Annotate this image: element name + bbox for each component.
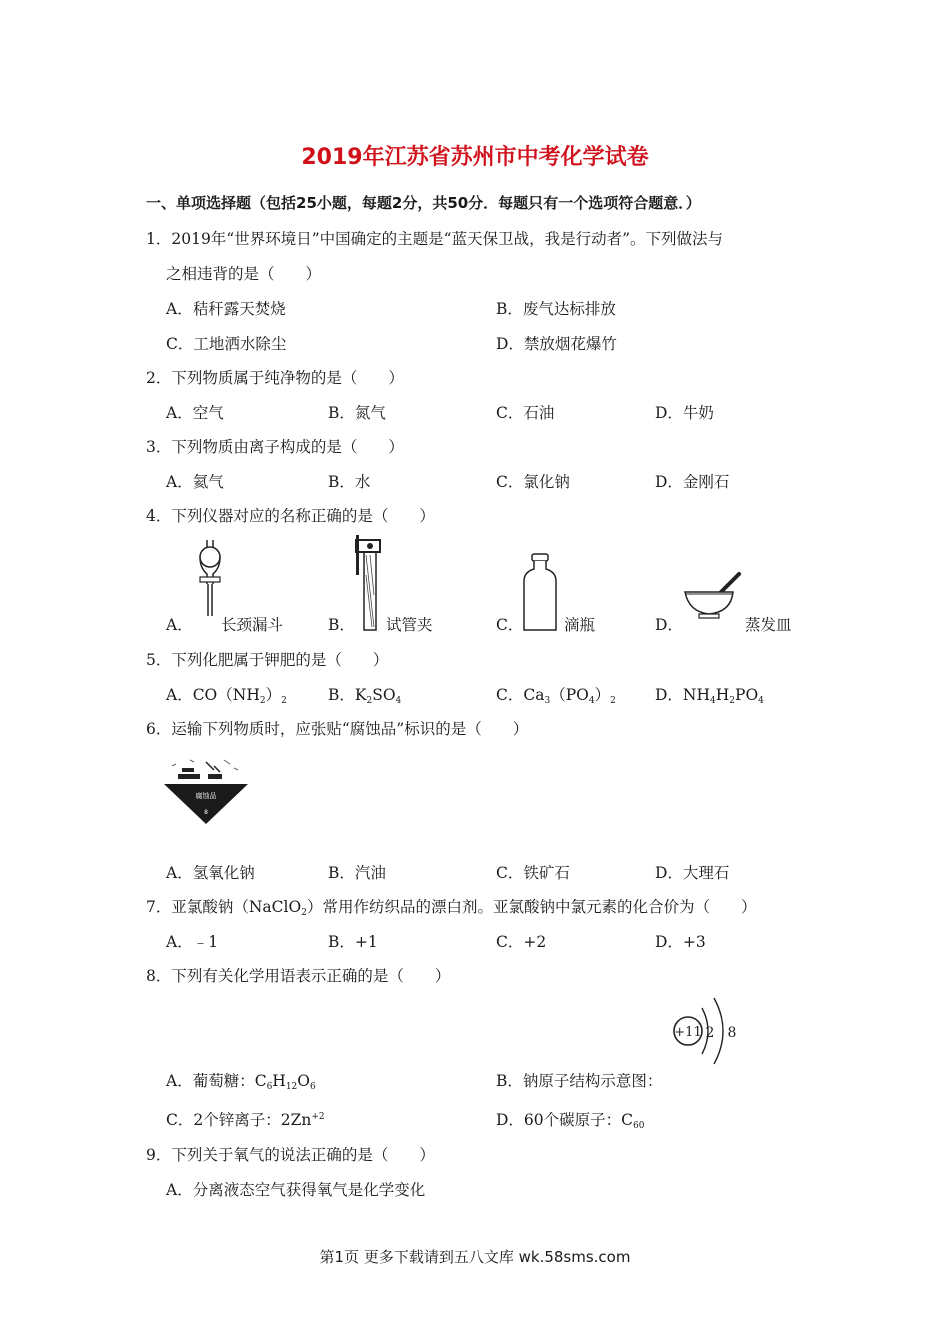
q4-option-d-name: 蒸发皿 [745,616,792,634]
q8-stem: 8．下列有关化学用语表示正确的是（ ） [146,967,451,985]
sign-label: 腐蚀品 [195,792,217,800]
q3-option-c: C．氯化钠 [496,473,570,491]
q1-stem-line1: 1．2019年“世界环境日”中国确定的主题是“蓝天保卫战，我是行动者”。下列做法与 [146,230,724,248]
q1-option-a: A．秸秆露天焚烧 [166,300,286,318]
q3-option-a: A．氦气 [166,473,224,491]
q1-stem-line2: 之相违背的是（ ） [166,265,322,283]
q1-option-d: D．禁放烟花爆竹 [496,335,617,353]
reagent-bottle-image [520,553,560,633]
q8-option-c: C．2个锌离子：$2Zn^{+2}$ [166,1111,325,1129]
q3-option-d: D．金刚石 [655,473,730,491]
section-heading: 一、单项选择题（包括25小题，每题2分，共50分．每题只有一个选项符合题意．） [146,194,701,212]
shell-2-electrons: 8 [727,1025,737,1041]
q2-option-a: A．空气 [166,404,224,422]
q4-option-d-letter: D． [655,616,683,634]
q9-stem: 9．下列关于氧气的说法正确的是（ ） [146,1146,435,1164]
q5-option-d: D．$NH_4H_2PO_4$ [655,686,764,706]
q7-option-b: B．+1 [328,933,378,951]
page-footer: 第1页 更多下载请到五八文库 wk.58sms.com [319,1248,631,1266]
corrosive-hazard-sign [164,756,248,826]
q2-stem: 2．下列物质属于纯净物的是（ ） [146,369,404,387]
q5-option-c: C．$Ca_3(PO_4)_2$ [496,686,616,706]
q4-option-c-letter: C． [496,616,524,634]
q8-option-b: B．钠原子结构示意图： [496,1072,663,1090]
q3-stem: 3．下列物质由离子构成的是（ ） [146,438,404,456]
q7-stem: 7．亚氯酸钠（NaClO$_2$）常用作纺织品的漂白剂。亚氯酸钠中氯元素的化合价为（ ） [146,898,757,918]
q3-option-b: B．水 [328,473,371,491]
q6-option-c: C．铁矿石 [496,864,570,882]
q2-option-c: C．石油 [496,404,555,422]
test-tube-clamp-image [352,535,388,635]
q7-option-a: A．﹣1 [166,933,219,951]
q1-option-b: B．废气达标排放 [496,300,616,318]
q7-option-d: D．+3 [655,933,706,951]
q9-option-a: A．分离液态空气获得氧气是化学变化 [166,1181,426,1199]
shell-1-electrons: 2 [705,1025,715,1041]
q4-option-c-name: 滴瓶 [564,616,596,634]
q4-option-b-name: 试管夹 [386,616,433,634]
q8-option-a: A．葡萄糖：$C_6H_{12}O_6$ [166,1072,316,1092]
q7-option-c: C．+2 [496,933,547,951]
sodium-ion-structure-diagram [668,990,752,1060]
q4-stem: 4．下列仪器对应的名称正确的是（ ） [146,507,435,525]
page-title: 2019年江苏省苏州市中考化学试卷 [301,145,649,170]
q6-option-d: D．大理石 [655,864,730,882]
q6-stem: 6．运输下列物质时，应张贴“腐蚀品”标识的是（ ） [146,720,529,738]
q4-option-a-name: 长颈漏斗 [221,616,284,634]
q2-option-b: B．氮气 [328,404,386,422]
sign-class-number: 8 [204,809,208,816]
q4-option-a-letter: A． [166,616,193,634]
q5-option-b: B．$K_2SO_4$ [328,686,402,706]
mortar-and-pestle-image [683,572,745,620]
q5-stem: 5．下列化肥属于钾肥的是（ ） [146,651,389,669]
q6-option-b: B．汽油 [328,864,386,882]
q1-option-c: C．工地洒水除尘 [166,335,287,353]
q8-option-d: D．60个碳原子：$C_{60}$ [496,1111,645,1131]
q4-option-b-letter: B． [328,616,355,634]
nucleus-charge-label: +11 [674,1025,702,1040]
q5-option-a: A．$CO(NH_2)_2$ [166,686,287,706]
separatory-funnel-image [190,540,230,620]
q2-option-d: D．牛奶 [655,404,714,422]
q6-option-a: A．氢氧化钠 [166,864,255,882]
